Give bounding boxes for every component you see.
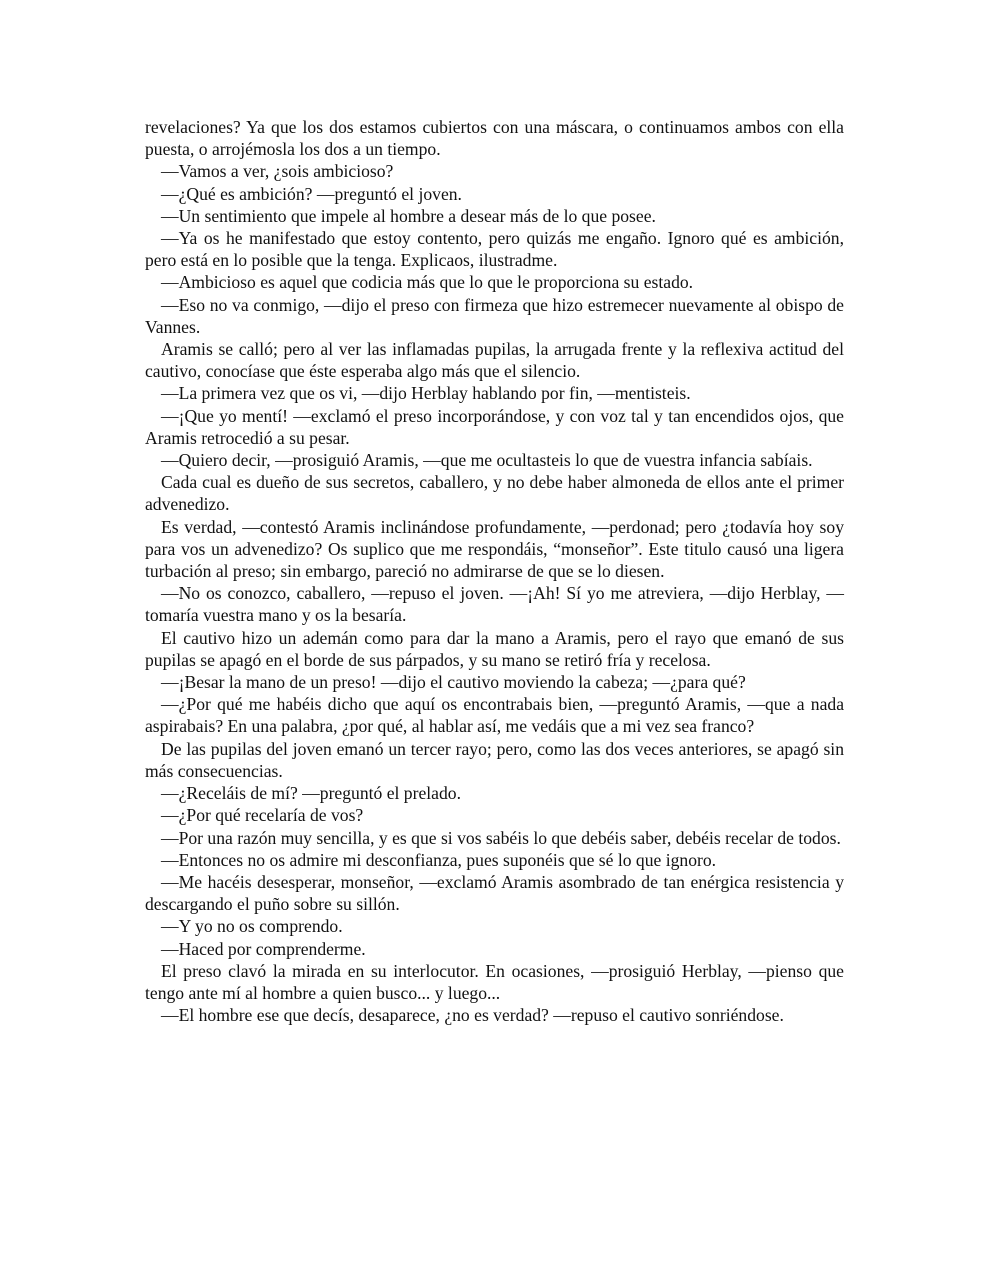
paragraph: —El hombre ese que decís, desaparece, ¿no es verdad? —repuso el cautivo sonriéndose. [161, 1005, 784, 1026]
paragraph: —¿Por qué recelaría de vos? [161, 805, 364, 826]
page-text-body [145, 116, 844, 1026]
paragraph: —¿Receláis de mí? —preguntó el prelado. [161, 783, 461, 804]
paragraph: —Me hacéis desesperar, monseñor, —exclamó Aramis asombrado de tan enérgica resistencia y descargando el puño sobre su sillón. [145, 871, 844, 915]
paragraph: De las pupilas del joven emanó un tercer rayo; pero, como las dos veces anteriores, se apagó sin más consecuencias. [145, 738, 844, 781]
paragraph: Aramis se calló; pero al ver las inflamadas pupilas, la arrugada frente y la reflexiva actitud del cautivo, conocíase que éste esperaba algo más que el silencio. [145, 339, 844, 382]
paragraph: —¡Que yo mentí! —exclamó el preso incorporándose, y con voz tal y tan encendidos ojos, que Aramis retrocedió a su pesar. [145, 405, 844, 448]
paragraph: —Quiero decir, —prosiguió Aramis, —que me ocultasteis lo que de vuestra infancia sabíais. [161, 450, 813, 471]
paragraph: —Ambicioso es aquel que codicia más que lo que le proporciona su estado. [161, 272, 694, 293]
paragraph: Es verdad, —contestó Aramis inclinándose profundamente, —perdonad; pero ¿todavía hoy soy para vos un advenedizo? Os suplico que me respondáis, “monseñor”. Este titulo causó una ligera turbación al preso; sin embargo, pareció no admirarse de que se lo diesen. [145, 516, 844, 582]
paragraph: —Un sentimiento que impele al hombre a desear más de lo que posee. [161, 205, 656, 226]
paragraph: —Por una razón muy sencilla, y es que si vos sabéis lo que debéis saber, debéis recelar de todos. [161, 827, 841, 848]
paragraph: —La primera vez que os vi, —dijo Herblay hablando por fin, —mentisteis. [161, 383, 691, 404]
paragraph: —Y yo no os comprendo. [161, 916, 343, 937]
paragraph: revelaciones? Ya que los dos estamos cubiertos con una máscara, o continuamos ambos con ella puesta, o arrojémosla los dos a un tiempo. [145, 117, 844, 160]
paragraph: —Vamos a ver, ¿sois ambicioso? [161, 161, 394, 182]
paragraph: —Eso no va conmigo, —dijo el preso con firmeza que hizo estremecer nuevamente al obispo de Vannes. [145, 294, 844, 337]
paragraph: —¿Qué es ambición? —preguntó el joven. [161, 183, 462, 204]
paragraph: —No os conozco, caballero, —repuso el joven. —¡Ah! Sí yo me atreviera, —dijo Herblay, —tomaría vuestra mano y os la besaría. [145, 583, 844, 626]
paragraph: —Ya os he manifestado que estoy contento, pero quizás me engaño. Ignoro qué es ambición, pero está en lo posible que la tenga. Explicaos, ilustradme. [145, 228, 844, 271]
paragraph: —Entonces no os admire mi desconfianza, pues suponéis que sé lo que ignoro. [161, 849, 717, 870]
paragraph: —¿Por qué me habéis dicho que aquí os encontrabais bien, —preguntó Aramis, —que a nada aspirabais? En una palabra, ¿por qué, al hablar así, me vedáis que a mi vez sea franco? [145, 694, 844, 737]
paragraph: Cada cual es dueño de sus secretos, caballero, y no debe haber almoneda de ellos ante el primer advenedizo. [145, 472, 844, 515]
paragraph: —¡Besar la mano de un preso! —dijo el cautivo moviendo la cabeza; —¿para qué? [161, 672, 746, 693]
paragraph: El preso clavó la mirada en su interlocutor. En ocasiones, —prosiguió Herblay, —pienso que tengo ante mí al hombre a quien busco... y luego... [145, 960, 844, 1003]
paragraph: —Haced por comprenderme. [161, 938, 366, 959]
paragraph: El cautivo hizo un ademán como para dar la mano a Aramis, pero el rayo que emanó de sus pupilas se apagó en el borde de sus párpados, y su mano se retiró fría y recelosa. [145, 627, 844, 670]
